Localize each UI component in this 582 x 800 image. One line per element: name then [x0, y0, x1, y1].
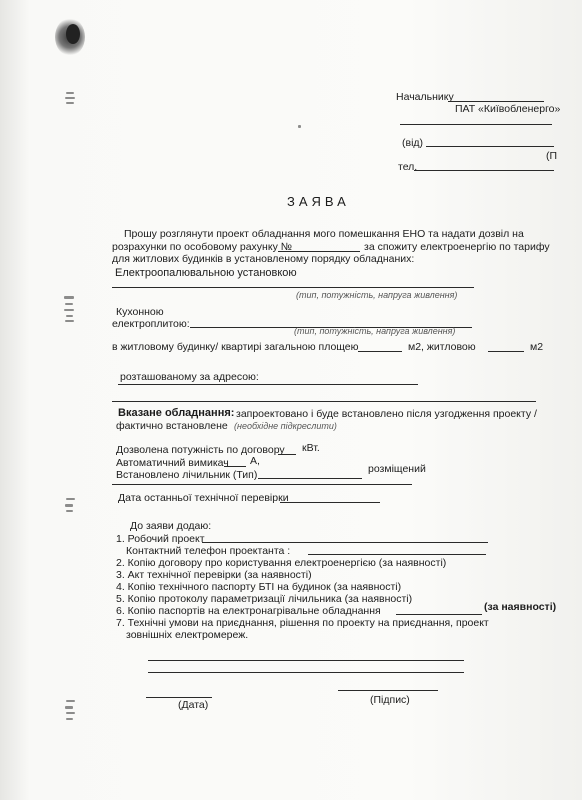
- from-cut: (П: [546, 150, 558, 162]
- company-name: ПАТ «Київобленерго»: [455, 103, 561, 115]
- account-line: [278, 251, 360, 252]
- page-title: ЗАЯВА: [287, 194, 350, 209]
- heating-hint: (тип, потужність, напруга живлення): [296, 290, 458, 300]
- to-label: Начальнику: [396, 91, 454, 103]
- date-line: [146, 697, 212, 698]
- sign-line: [338, 690, 438, 691]
- date-label: (Дата): [178, 699, 209, 711]
- attach-item-7: 7. Технічні умови на приєднання, рішення по проекту на приєднання, проект: [116, 617, 489, 629]
- meter-label: Встановлено лічильник (Тип): [116, 469, 258, 481]
- p1-line2a: розрахунки по особовому рахунку №: [112, 241, 292, 253]
- address-label: розташованому за адресою:: [120, 371, 259, 383]
- item6-suffix: (за наявності): [484, 601, 557, 613]
- sign-label: (Підпис): [370, 694, 410, 706]
- project-line: [202, 542, 488, 543]
- from-label: (від): [402, 137, 424, 149]
- power-unit: кВт.: [302, 442, 320, 454]
- address-line2: [112, 401, 536, 402]
- item6-line: [396, 614, 482, 615]
- power-label: Дозволена потужність по договору: [116, 444, 285, 456]
- inspection-label: Дата останньої технічної перевірки: [118, 492, 289, 504]
- p1-line3: для житлових будинків в установленому порядку обладнаних:: [112, 253, 415, 265]
- heating-line: [112, 287, 474, 288]
- breaker-label: Автоматичний вимикач: [116, 457, 229, 469]
- area-unit1: м2, житловою: [408, 341, 476, 353]
- equip-hint: (необхідне підкреслити): [234, 421, 337, 431]
- attach-item-4: 4. Копію технічного паспорту БТІ на будинок (за наявності): [116, 581, 402, 593]
- extra-line2: [148, 672, 464, 673]
- area-text: в житловому будинку/ квартирі загальною площею: [112, 341, 359, 353]
- heating-label: Електроопалювальною установкою: [115, 267, 297, 279]
- kitchen-line2: електроплитою:: [112, 318, 190, 330]
- inspection-line: [280, 502, 380, 503]
- to-line: [448, 101, 544, 102]
- area-total-line: [358, 351, 402, 352]
- area-unit2: м2: [530, 341, 544, 353]
- area-living-line: [488, 351, 524, 352]
- equip-label: Вказане обладнання:: [118, 407, 235, 419]
- equip-text2: фактично встановлене: [116, 420, 228, 432]
- attach-item-5: 5. Копію протоколу параметризації лічильника (за наявності): [116, 593, 413, 605]
- contact-line: [308, 554, 486, 555]
- breaker-unit: А,: [250, 455, 260, 467]
- kitchen-line1: Кухонною: [116, 306, 164, 318]
- attach-item-3: 3. Акт технічної перевірки (за наявності): [116, 569, 312, 581]
- kitchen-hint: (тип, потужність, напруга живлення): [294, 326, 456, 336]
- attach-item-6: 6. Копію паспортів на електронагрівальне обладнання: [116, 605, 381, 617]
- extra-line1: [148, 660, 464, 661]
- from-line: [426, 146, 554, 147]
- phone-label: тел.: [398, 161, 418, 173]
- attach-item-2: 2. Копію договору про користування електроенергією (за наявності): [116, 557, 447, 569]
- attachments-heading: До заяви додаю:: [130, 520, 212, 532]
- header-line: [400, 124, 552, 125]
- power-line: [278, 454, 296, 455]
- p1-line1: Прошу розглянути проект обладнання мого помешкання ЕНО та надати дозвіл на: [124, 228, 524, 240]
- meter-location: розміщений: [368, 463, 426, 475]
- meter-line: [258, 478, 362, 479]
- attach-item-1: 1. Робочий проект: [116, 533, 205, 545]
- address-line1: [118, 384, 418, 385]
- attach-item-7-line2: зовнішніх електромереж.: [126, 629, 249, 641]
- p1-line2b: за спожиту електроенергію по тарифу: [364, 241, 550, 253]
- phone-line: [414, 170, 554, 171]
- breaker-line: [224, 466, 246, 467]
- attach-contact: Контактний телефон проектанта :: [126, 545, 291, 557]
- equip-text: запроектовано і буде встановлено після узгодження проекту /: [236, 408, 537, 420]
- meter-line2: [112, 484, 412, 485]
